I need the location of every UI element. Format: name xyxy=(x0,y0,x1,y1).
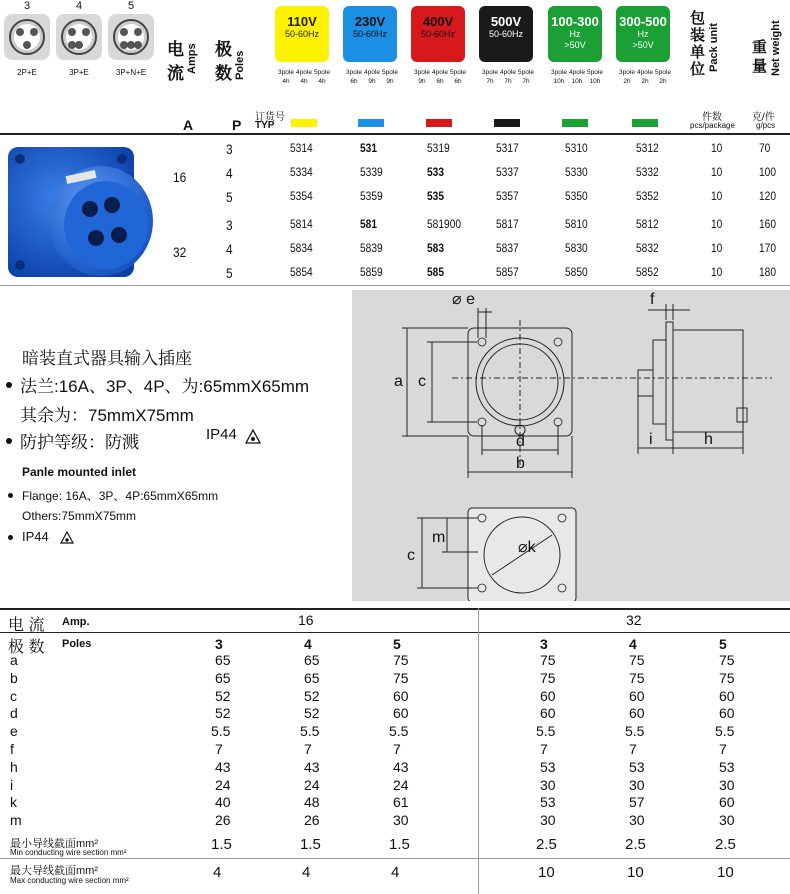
min-wire-value: 2.5 xyxy=(625,836,646,853)
hour-label: 2h xyxy=(623,78,631,85)
dimension-value: 60 xyxy=(629,705,645,722)
weight-value: 100 xyxy=(759,165,777,179)
voltage-value: 100-300 xyxy=(551,14,599,29)
order-code: 5337 xyxy=(496,165,519,179)
pack-value: 10 xyxy=(711,141,723,155)
pole-label: 4pole xyxy=(364,69,380,76)
voltage-value: 300-500 xyxy=(619,14,667,29)
bullet-icon xyxy=(8,535,13,540)
dimension-value: 24 xyxy=(304,776,320,793)
splash-warning-icon xyxy=(60,531,74,544)
voltage-frequency: 50-60Hz xyxy=(352,29,388,39)
hour-label: 4h xyxy=(318,78,326,85)
order-code: 5857 xyxy=(496,265,519,279)
dimension-value: 65 xyxy=(304,652,320,668)
order-header-en: TYP xyxy=(255,120,275,131)
socket-config-label: 3P+N+E xyxy=(115,68,147,77)
order-code: 535 xyxy=(427,189,445,203)
dimension-value: 52 xyxy=(304,705,320,722)
socket-face-icon xyxy=(9,19,45,55)
hour-label: 6h xyxy=(436,78,444,85)
min-wire-value: 2.5 xyxy=(715,836,736,853)
dimension-value: 30 xyxy=(540,812,556,829)
pole-hours xyxy=(468,68,548,86)
weight-value: 170 xyxy=(759,241,777,255)
order-code: 5354 xyxy=(290,189,313,203)
dimension-value: 7 xyxy=(719,741,727,757)
order-code: 5817 xyxy=(496,217,519,231)
product-photo xyxy=(6,143,158,283)
gpcs-header-cn: 克/件 xyxy=(752,112,775,123)
amp-label-en: Amp. xyxy=(62,616,90,628)
dimension-value: 5.5 xyxy=(536,723,556,740)
dimension-table xyxy=(0,608,790,894)
max-wire-cn: 最大导线截面mm² xyxy=(10,865,98,877)
min-wire-value: 1.5 xyxy=(389,836,410,853)
color-swatch xyxy=(494,119,520,127)
dimension-key: d xyxy=(10,705,18,722)
pole-count: 4 xyxy=(629,636,637,652)
max-wire-value: 4 xyxy=(213,864,222,881)
order-code: 5812 xyxy=(636,217,659,231)
order-code: 5312 xyxy=(636,141,659,155)
dimension-value: 52 xyxy=(215,705,231,722)
pole-count: 5 xyxy=(719,636,727,652)
pole-label: 3pole xyxy=(346,69,362,76)
max-wire-value: 10 xyxy=(538,864,555,881)
voltage-value: 110V xyxy=(287,14,317,29)
poles-label-cn: 极 数 xyxy=(8,639,45,656)
pole-label: 5pole xyxy=(450,69,466,76)
dimension-value: 48 xyxy=(304,794,320,811)
pole-hours xyxy=(605,68,685,86)
color-swatch xyxy=(632,119,658,127)
dimension-value: 75 xyxy=(540,652,556,668)
order-code: 581900 xyxy=(427,217,462,231)
dimension-value: 53 xyxy=(629,758,645,775)
dim-label-k: ⌀k xyxy=(518,539,536,556)
dimension-value: 61 xyxy=(393,794,409,811)
order-code: 5859 xyxy=(360,265,383,279)
order-code: 5314 xyxy=(290,141,313,155)
dimension-value: 24 xyxy=(393,776,409,793)
order-code: 5332 xyxy=(636,165,659,179)
pole-count: 4 xyxy=(304,636,312,652)
voltage-box xyxy=(548,6,602,62)
order-code: 5319 xyxy=(427,141,450,155)
dimension-value: 60 xyxy=(540,705,556,722)
voltage-frequency: 50-60Hz xyxy=(420,29,456,39)
voltage-box xyxy=(275,6,329,62)
order-code: 5837 xyxy=(496,241,519,255)
socket-face-icon xyxy=(113,19,149,55)
dimension-value: 5.5 xyxy=(625,723,645,740)
dimension-value: 5.5 xyxy=(300,723,320,740)
voltage-frequency: Hz >50V xyxy=(564,29,586,50)
pole-label: 3pole xyxy=(482,69,498,76)
dimension-value: 60 xyxy=(540,687,556,704)
dimension-value: 75 xyxy=(629,652,645,668)
voltage-value: 500V xyxy=(490,14,522,29)
dimension-value: 75 xyxy=(719,669,735,686)
max-wire-value: 4 xyxy=(391,864,400,881)
pole-count: 5 xyxy=(393,636,401,652)
amp-value: 32 xyxy=(173,244,187,260)
dimension-value: 53 xyxy=(719,758,735,775)
desc-ip: IP44 xyxy=(206,426,237,443)
dimension-key: k xyxy=(10,794,17,811)
dimension-value: 75 xyxy=(540,669,556,686)
weight-header-cn: 重 量 xyxy=(752,39,768,75)
gpcs-header-en: g/pcs xyxy=(756,121,776,130)
voltage-frequency: 50-60Hz xyxy=(284,29,320,39)
min-wire-value: 1.5 xyxy=(211,836,232,853)
voltage-box xyxy=(616,6,670,62)
pole-label: 5pole xyxy=(314,69,330,76)
order-code: 5350 xyxy=(565,189,588,203)
hour-label: 9h xyxy=(368,78,376,85)
hour-label: 9h xyxy=(418,78,426,85)
order-code: 583 xyxy=(427,241,445,255)
dimension-value: 7 xyxy=(304,741,312,757)
amps-header-en: Amps xyxy=(186,43,198,74)
desc-title-en: Panle mounted inlet xyxy=(22,465,137,479)
dimension-value: 75 xyxy=(629,669,645,686)
col-amp-header: A xyxy=(183,117,194,133)
dimension-value: 57 xyxy=(629,794,645,811)
hour-label: 9h xyxy=(386,78,394,85)
pole-label: 3pole xyxy=(414,69,430,76)
desc-others-en: Others:75mmX75mm xyxy=(22,509,137,523)
dimension-value: 75 xyxy=(719,652,735,668)
dim-label-h: h xyxy=(704,431,713,448)
hour-label: 4h xyxy=(282,78,290,85)
dimension-value: 53 xyxy=(540,758,556,775)
socket-config-label: 2P+E xyxy=(17,68,37,77)
dimension-value: 52 xyxy=(304,687,320,704)
pole-label: 4pole xyxy=(500,69,516,76)
order-code: 5334 xyxy=(290,165,313,179)
hour-label: 7h xyxy=(522,78,530,85)
max-wire-value: 10 xyxy=(717,864,734,881)
hour-label: 2h xyxy=(659,78,667,85)
table-rule xyxy=(0,133,790,135)
min-wire-value: 1.5 xyxy=(300,836,321,853)
order-code: 585 xyxy=(427,265,445,279)
column-divider xyxy=(478,608,479,894)
pole-label: 4pole xyxy=(569,69,585,76)
dimension-value: 26 xyxy=(215,812,231,829)
dimension-value: 53 xyxy=(540,794,556,811)
socket-pole-count: 4 xyxy=(75,0,83,12)
dimension-value: 30 xyxy=(629,812,645,829)
dimension-value: 7 xyxy=(393,741,401,757)
amp-value: 16 xyxy=(173,169,187,185)
order-code: 5834 xyxy=(290,241,313,255)
voltage-frequency: 50-60Hz xyxy=(488,29,524,39)
socket-face-icon xyxy=(61,19,97,55)
dimension-value: 7 xyxy=(540,741,548,757)
dimension-value: 60 xyxy=(629,687,645,704)
weight-header-en: Net weight xyxy=(770,20,782,76)
amp-32: 32 xyxy=(626,612,642,628)
dimension-value: 75 xyxy=(393,652,409,668)
order-code: 5832 xyxy=(636,241,659,255)
dimension-value: 30 xyxy=(629,776,645,793)
max-wire-value: 4 xyxy=(302,864,311,881)
hour-label: 2h xyxy=(641,78,649,85)
pole-label: 3pole xyxy=(278,69,294,76)
order-code: 5339 xyxy=(360,165,383,179)
dimension-key: h xyxy=(10,758,18,775)
header xyxy=(0,0,790,112)
dim-label-c2: c xyxy=(407,547,415,564)
order-code: 5352 xyxy=(636,189,659,203)
socket-pole-count: 3 xyxy=(23,0,31,12)
dimension-key: m xyxy=(10,812,22,829)
pole-count: 3 xyxy=(540,636,548,652)
dimension-key: i xyxy=(10,776,14,793)
dimension-key: c xyxy=(10,687,17,704)
max-wire-value: 10 xyxy=(627,864,644,881)
dimension-key: e xyxy=(10,723,18,740)
order-code: 5839 xyxy=(360,241,383,255)
dim-label-a: a xyxy=(394,373,403,390)
desc-flange-en: Flange: 16A、3P、4P:65mmX65mm xyxy=(22,489,219,503)
pole-count: 3 xyxy=(215,636,223,652)
dimension-value: 43 xyxy=(215,758,231,775)
voltage-box xyxy=(479,6,533,62)
dimension-value: 30 xyxy=(719,776,735,793)
dimension-value: 40 xyxy=(215,794,231,811)
dimension-value: 65 xyxy=(215,652,231,668)
min-wire-en: Min conducting wire section mm² xyxy=(10,848,127,857)
voltage-box xyxy=(411,6,465,62)
order-code: 5359 xyxy=(360,189,383,203)
dimension-value: 60 xyxy=(393,687,409,704)
min-wire-cn: 最小导线截面mm² xyxy=(10,838,98,850)
pole-value: 4 xyxy=(226,165,233,181)
order-code: 5854 xyxy=(290,265,313,279)
pole-value: 5 xyxy=(226,265,233,281)
desc-others-cn: 其余为：75mmX75mm xyxy=(20,406,194,425)
dimension-value: 75 xyxy=(393,669,409,686)
order-code: 5330 xyxy=(565,165,588,179)
order-code: 531 xyxy=(360,141,378,155)
dimension-value: 5.5 xyxy=(715,723,735,740)
table-rule xyxy=(0,608,790,610)
pole-label: 5pole xyxy=(655,69,671,76)
pack-value: 10 xyxy=(711,217,723,231)
pole-value: 3 xyxy=(226,141,233,157)
table-rule xyxy=(0,858,790,859)
order-code: 5317 xyxy=(496,141,519,155)
dimension-value: 60 xyxy=(393,705,409,722)
pole-label: 4pole xyxy=(637,69,653,76)
voltage-frequency: Hz >50V xyxy=(632,29,654,50)
order-code: 5357 xyxy=(496,189,519,203)
pack-header-cn: 包 装 单 位 xyxy=(690,10,706,78)
col-pole-header: P xyxy=(232,117,242,133)
dimension-value: 26 xyxy=(304,812,320,829)
order-code: 5310 xyxy=(565,141,588,155)
dimension-value: 5.5 xyxy=(211,723,231,740)
order-code: 533 xyxy=(427,165,445,179)
weight-value: 180 xyxy=(759,265,777,279)
color-swatch xyxy=(291,119,317,127)
color-swatch xyxy=(562,119,588,127)
pole-label: 5pole xyxy=(587,69,603,76)
order-header-cn: 订货号 xyxy=(255,112,285,123)
dimension-value: 65 xyxy=(215,669,231,686)
dimension-value: 65 xyxy=(304,669,320,686)
voltage-value: 230V xyxy=(354,14,386,29)
hour-label: 7h xyxy=(486,78,494,85)
weight-value: 70 xyxy=(759,141,771,155)
pcs-header-en: pcs/package xyxy=(690,121,735,130)
dimension-value: 24 xyxy=(215,776,231,793)
amps-header-cn: 电 流 xyxy=(167,40,184,83)
pole-label: 5pole xyxy=(382,69,398,76)
dim-label-e: ⌀ e xyxy=(452,291,475,308)
pole-value: 3 xyxy=(226,217,233,233)
hour-label: 10h xyxy=(571,78,583,85)
dim-label-i: i xyxy=(649,431,653,448)
pole-label: 3pole xyxy=(619,69,635,76)
dimension-value: 30 xyxy=(540,776,556,793)
pole-label: 4pole xyxy=(432,69,448,76)
poles-header-cn: 极 数 xyxy=(215,40,232,83)
order-code: 5814 xyxy=(290,217,313,231)
pole-label: 3pole xyxy=(551,69,567,76)
hour-label: 6h xyxy=(454,78,462,85)
desc-ip-en: IP44 xyxy=(22,529,49,544)
dimension-value: 5.5 xyxy=(389,723,409,740)
pack-value: 10 xyxy=(711,241,723,255)
dimension-value: 60 xyxy=(719,794,735,811)
dimension-value: 52 xyxy=(215,687,231,704)
hour-label: 10h xyxy=(553,78,565,85)
table-rule xyxy=(0,285,790,286)
order-code: 5850 xyxy=(565,265,588,279)
voltage-box xyxy=(343,6,397,62)
desc-title-cn: 暗装直式器具输入插座 xyxy=(22,349,192,368)
dim-label-m: m xyxy=(432,529,446,546)
min-wire-value: 2.5 xyxy=(536,836,557,853)
pole-value: 4 xyxy=(226,241,233,257)
dim-label-d: d xyxy=(516,433,525,450)
dimension-value: 7 xyxy=(629,741,637,757)
amp-label-cn: 电 流 xyxy=(8,617,45,634)
color-swatch xyxy=(358,119,384,127)
pack-value: 10 xyxy=(711,265,723,279)
dim-label-c: c xyxy=(418,373,426,390)
dimension-value: 60 xyxy=(719,705,735,722)
order-code: 581 xyxy=(360,217,378,231)
order-code: 5852 xyxy=(636,265,659,279)
weight-value: 160 xyxy=(759,217,777,231)
desc-protect-cn: 防护等级：防溅 xyxy=(20,433,139,452)
dim-label-b: b xyxy=(516,455,525,472)
socket-pole-count: 5 xyxy=(127,0,135,12)
amp-16: 16 xyxy=(298,612,314,628)
dimension-value: 7 xyxy=(215,741,223,757)
dim-label-f: f xyxy=(650,291,655,308)
bullet-icon xyxy=(6,438,12,444)
technical-drawing xyxy=(352,290,790,601)
pack-value: 10 xyxy=(711,165,723,179)
hour-label: 10h xyxy=(589,78,601,85)
dimension-value: 30 xyxy=(719,812,735,829)
pack-value: 10 xyxy=(711,189,723,203)
dimension-value: 60 xyxy=(719,687,735,704)
splash-warning-icon xyxy=(245,429,261,444)
dimension-key: b xyxy=(10,669,18,686)
order-code: 5810 xyxy=(565,217,588,231)
voltage-value: 400V xyxy=(422,14,454,29)
dimension-key: f xyxy=(10,741,14,757)
poles-header-en: Poles xyxy=(234,50,246,80)
hour-label: 6h xyxy=(350,78,358,85)
color-swatch xyxy=(426,119,452,127)
poles-label-en: Poles xyxy=(62,638,92,650)
hour-label: 4h xyxy=(300,78,308,85)
table-rule xyxy=(0,632,790,633)
max-wire-en: Max conducting wire section mm² xyxy=(10,876,129,885)
dimension-key: a xyxy=(10,652,18,668)
dimension-value: 43 xyxy=(393,758,409,775)
pole-value: 5 xyxy=(226,189,233,205)
bullet-icon xyxy=(6,382,12,388)
bullet-icon xyxy=(8,493,13,498)
dimension-value: 43 xyxy=(304,758,320,775)
desc-flange-cn: 法兰:16A、3P、4P、为:65mmX65mm xyxy=(20,377,310,396)
pole-label: 4pole xyxy=(296,69,312,76)
hour-label: 7h xyxy=(504,78,512,85)
order-code: 5830 xyxy=(565,241,588,255)
weight-value: 120 xyxy=(759,189,777,203)
pole-label: 5pole xyxy=(518,69,534,76)
pack-header-en: Pack unit xyxy=(708,23,720,72)
dimension-value: 30 xyxy=(393,812,409,829)
socket-config-label: 3P+E xyxy=(69,68,89,77)
pcs-header-cn: 件数 xyxy=(702,112,722,123)
